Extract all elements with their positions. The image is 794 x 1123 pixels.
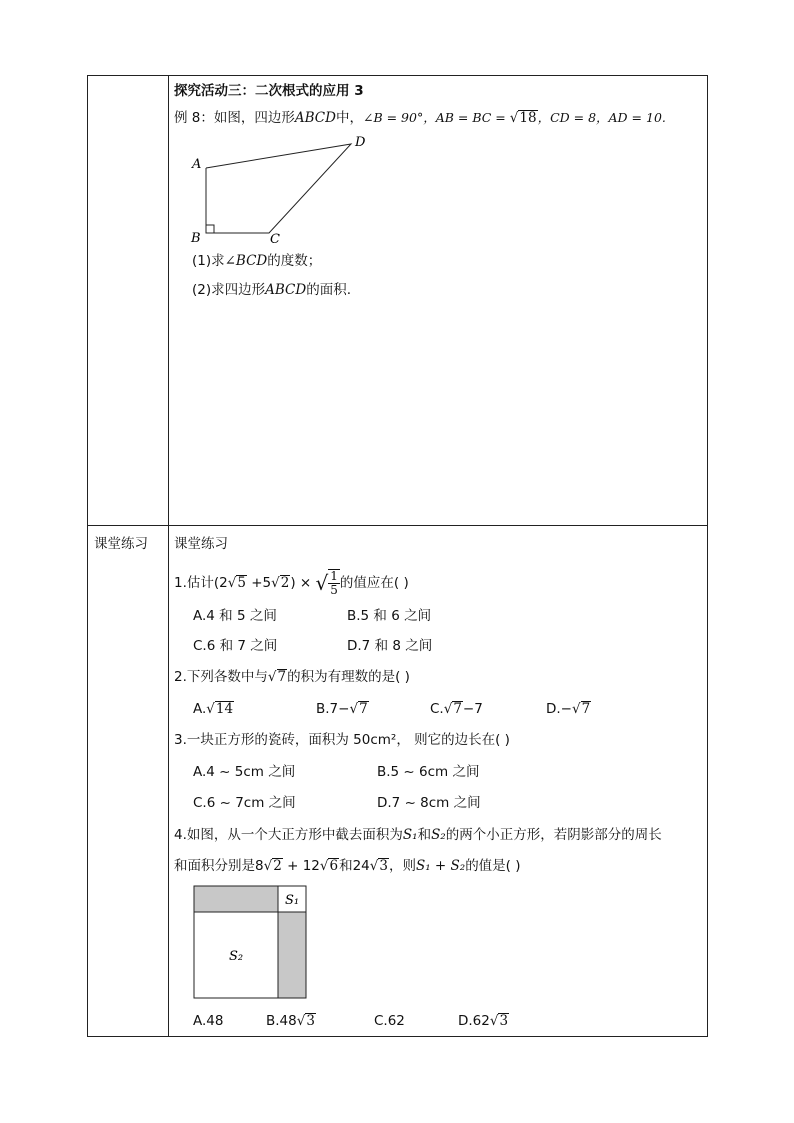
practice-heading: 课堂练习 (174, 536, 228, 552)
activity-title: 探究活动三：二次根式的应用 3 (174, 83, 364, 99)
q4-option-a: A.48 (193, 1013, 224, 1029)
label-B: B (191, 231, 201, 246)
q2-option-b: B.7−√7 (316, 701, 368, 717)
practice-q4-line1: 4.如图，从一个大正方形中截去面积为S₁和S₂的两个小正方形，若阴影部分的周长 (174, 827, 662, 843)
example-8: 例 8：如图，四边形ABCD中，∠B = 90°，AB = BC = √18，CD = 8，AD = 10. (174, 110, 666, 126)
q2-option-d: D.−√7 (546, 701, 591, 717)
q3-option-c: C.6 ~ 7cm 之间 (193, 795, 296, 811)
quadrilateral-figure (186, 130, 376, 250)
q3-option-a: A.4 ~ 5cm 之间 (193, 764, 296, 780)
practice-q1: 1.估计(2√5 +5√2) × √ $\frac{1}{5}$ 的值应在( ) (174, 569, 409, 597)
q2-option-c: C.√7−7 (430, 701, 483, 717)
row-divider (87, 525, 707, 526)
q4-option-d: D.62√3 (458, 1013, 509, 1029)
squares-figure (193, 885, 309, 1001)
q1-option-a: A.4 和 5 之间 (193, 608, 277, 624)
q2-option-a: A.√14 (193, 701, 234, 717)
q1-option-c: C.6 和 7 之间 (193, 638, 278, 654)
row-label-practice: 课堂练习 (94, 536, 148, 552)
fig-label-s1: S₁ (285, 893, 300, 908)
q3-option-b: B.5 ~ 6cm 之间 (377, 764, 480, 780)
fig-label-s2: S₂ (229, 949, 244, 964)
q4-option-b: B.48√3 (266, 1013, 315, 1029)
q3-option-d: D.7 ~ 8cm 之间 (377, 795, 481, 811)
question-2: (2)求四边形ABCD的面积. (192, 282, 351, 298)
label-A: A (192, 157, 202, 172)
table-frame (87, 75, 708, 1037)
label-C: C (270, 232, 280, 247)
question-1: (1)求∠BCD的度数； (192, 253, 322, 269)
practice-q3: 3.一块正方形的瓷砖，面积为 50cm²， 则它的边长在( ) (174, 732, 510, 748)
label-D: D (355, 135, 366, 150)
right-angle-mark (206, 225, 214, 233)
q4-option-c: C.62 (374, 1013, 405, 1029)
practice-q4-line2: 和面积分别是8√2 + 12√6和24√3，则S₁ + S₂的值是( ) (174, 858, 521, 874)
q1-option-d: D.7 和 8 之间 (347, 638, 433, 654)
practice-q2: 2.下列各数中与√7的积为有理数的是( ) (174, 669, 410, 685)
q1-option-b: B.5 和 6 之间 (347, 608, 432, 624)
column-divider (168, 75, 169, 1036)
